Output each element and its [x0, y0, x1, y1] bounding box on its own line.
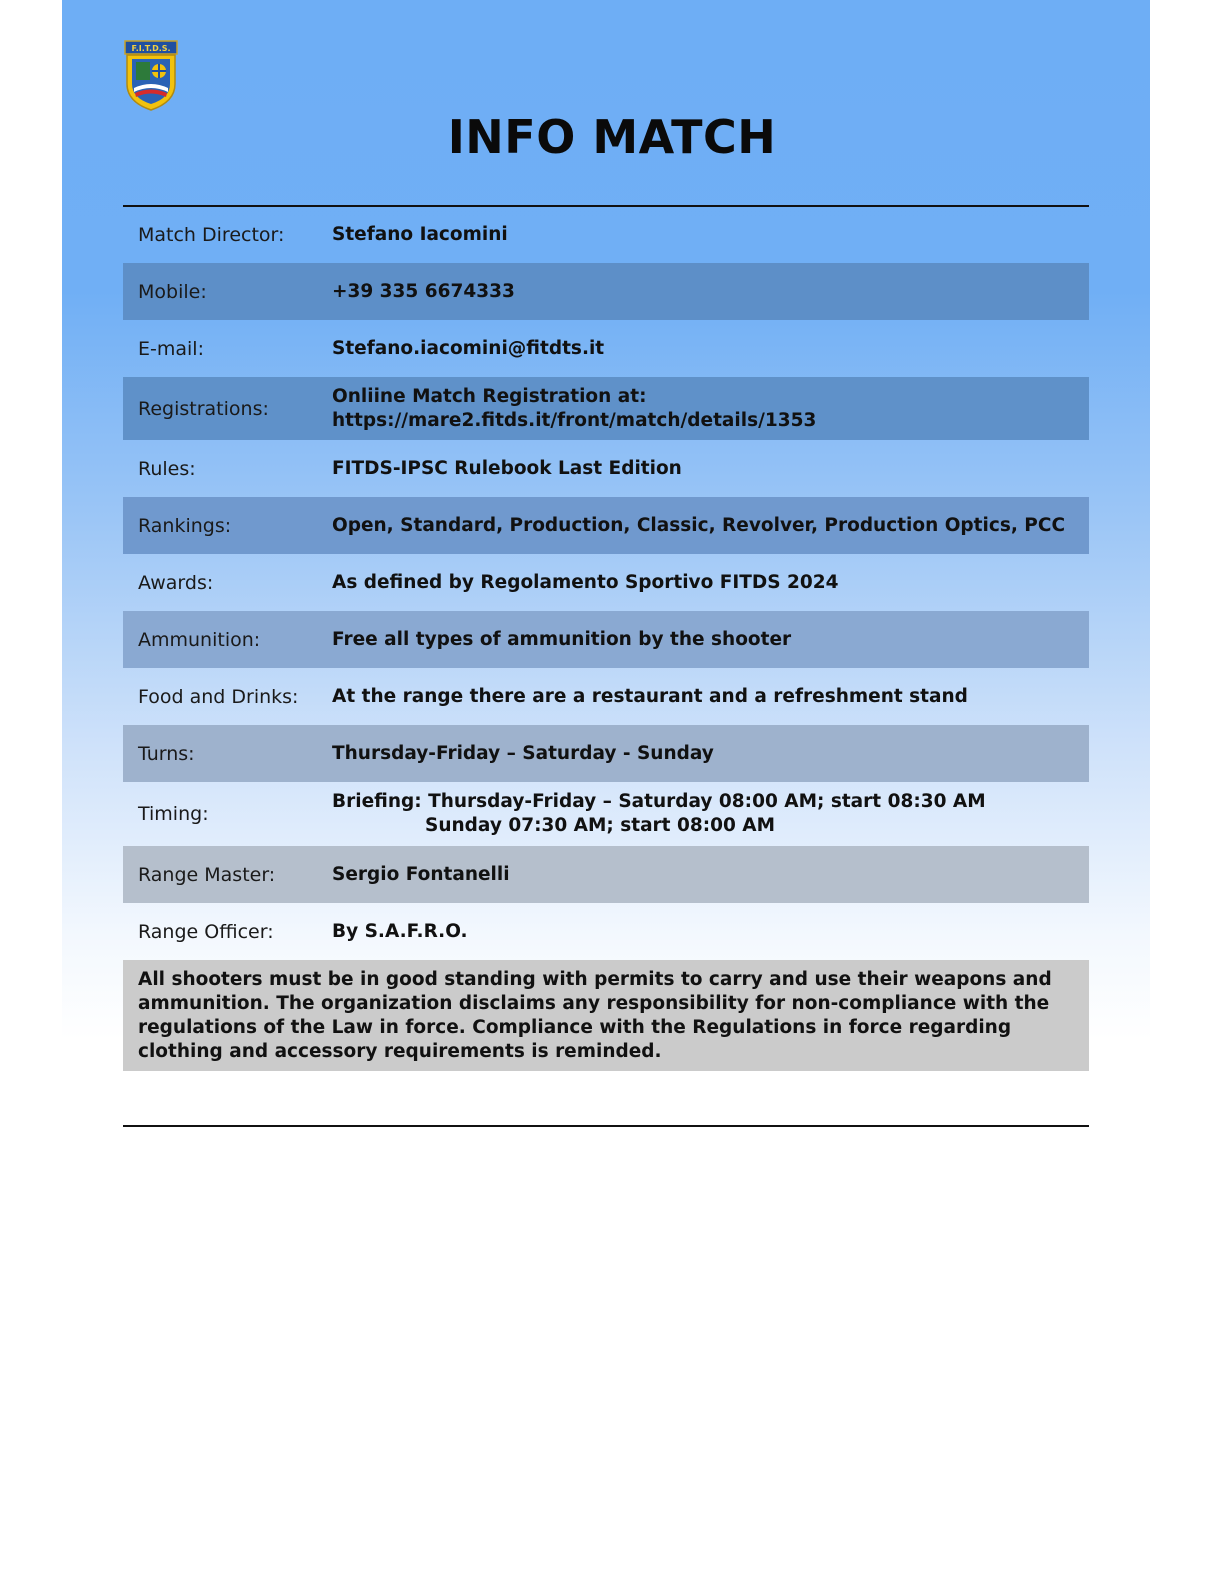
row-label: Rankings:: [138, 514, 232, 537]
row-rules: [123, 440, 1089, 497]
info-table: [123, 207, 1089, 1071]
row-value: FITDS-IPSC Rulebook Last Edition: [332, 457, 682, 479]
row-label: Rules:: [138, 457, 196, 480]
row-label: Range Officer:: [138, 920, 274, 943]
row-email: [123, 320, 1089, 377]
svg-text:F.I.T.D.S.: F.I.T.D.S.: [131, 44, 171, 53]
row-ammunition: [123, 611, 1089, 668]
row-label: Range Master:: [138, 863, 276, 886]
row-label: Ammunition:: [138, 628, 261, 651]
row-value: +39 335 6674333: [332, 280, 515, 302]
row-value: Thursday-Friday – Saturday - Sunday: [332, 742, 714, 764]
row-label: Match Director:: [138, 224, 285, 246]
row-label: Timing:: [138, 803, 209, 825]
row-mobile: [123, 263, 1089, 320]
row-label: Mobile:: [138, 280, 207, 303]
row-match-director: [123, 207, 1089, 263]
row-range-master: [123, 846, 1089, 903]
timing-line-1: Briefing: Thursday-Friday – Saturday 08:00 AM; start 08:30 AM: [332, 791, 986, 812]
registration-link[interactable]: https://mare2.fitds.it/front/match/details/1353: [332, 409, 817, 431]
fitds-logo: [124, 40, 180, 112]
registration-line-1: Onliine Match Registration at:: [332, 385, 647, 407]
row-value: By S.A.F.R.O.: [332, 920, 468, 942]
row-value: Open, Standard, Production, Classic, Revolver, Production Optics, PCC: [332, 514, 1066, 536]
row-value: Stefano.iacomini@fitdts.it: [332, 337, 605, 359]
row-range-officer: [123, 903, 1089, 960]
bottom-divider: [123, 1125, 1089, 1127]
row-turns: [123, 725, 1089, 782]
row-label: Food and Drinks:: [138, 685, 299, 708]
row-awards: [123, 554, 1089, 611]
row-value: At the range there are a restaurant and a refreshment stand: [332, 685, 968, 707]
disclaimer-note: All shooters must be in good standing with permits to carry and use their weapons and ammunition. The organization disclaims any responsibility for non-compliance with the regulations of the Law in force. Compliance with the Regulations in force regarding clothing and accessory requirements is reminded.: [123, 960, 1089, 1071]
timing-line-2: Sunday 07:30 AM; start 08:00 AM: [425, 815, 776, 836]
row-label: Registrations:: [138, 397, 269, 420]
row-value: Stefano Iacomini: [332, 224, 508, 245]
row-food-drinks: [123, 668, 1089, 725]
page-title: INFO MATCH: [447, 110, 777, 164]
row-registrations: [123, 377, 1089, 440]
row-value: [332, 385, 1089, 433]
row-value: Sergio Fontanelli: [332, 863, 510, 885]
row-label: Turns:: [138, 742, 195, 765]
row-rankings: [123, 497, 1089, 554]
row-timing: [123, 782, 1089, 846]
row-label: Awards:: [138, 571, 214, 594]
row-label: E-mail:: [138, 337, 204, 360]
row-value: As defined by Regolamento Sportivo FITDS 2024: [332, 571, 839, 593]
row-value: Free all types of ammunition by the shooter: [332, 628, 792, 650]
row-value: [332, 790, 1089, 838]
